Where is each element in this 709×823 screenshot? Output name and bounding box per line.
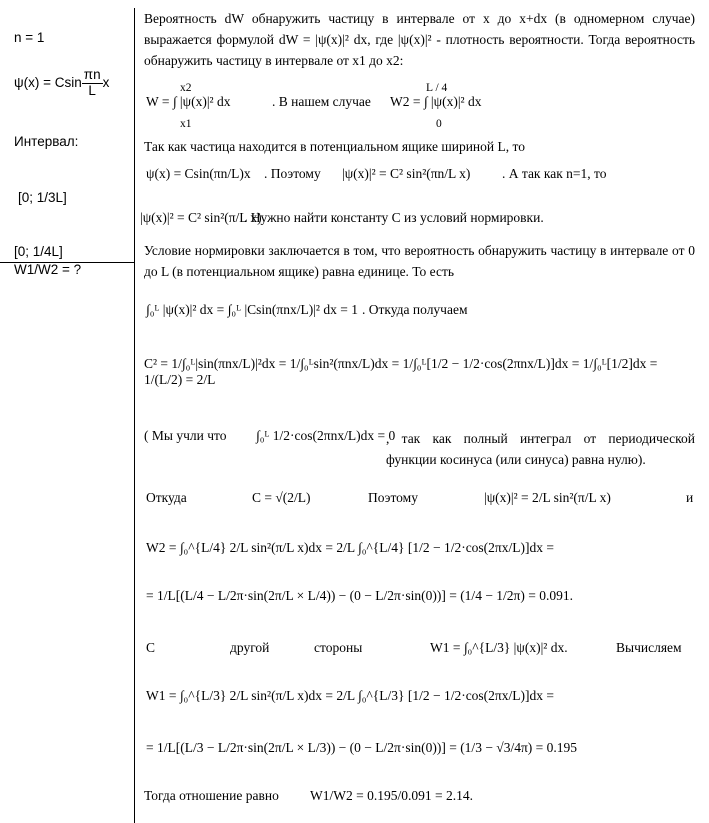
w2-lower: 0 [436, 118, 442, 130]
p1-formula: dW = |ψ(x)|² dx [278, 32, 368, 47]
given-psi-num: πn [83, 67, 101, 82]
given-psi-tail: x [102, 74, 110, 90]
psi-final: |ψ(x)|² = 2/L sin²(π/L x) [484, 490, 611, 505]
p2-psi2: |ψ(x)|² = C² sin²(πn/L x) [342, 166, 471, 181]
find-ratio: W1/W2 = ? [14, 262, 82, 277]
p1-density-formula: |ψ(x)|² [397, 32, 432, 47]
p2-therefore: . Поэтому [264, 166, 321, 181]
therefore2: Поэтому [368, 490, 418, 505]
w-general-upper: x2 [180, 82, 192, 94]
interval-2: [0; 1/4L] [14, 244, 63, 259]
whence: Откуда [146, 490, 187, 505]
w1-result: = 1/L[(L/3 − L/2π·sin(2π/L × L/3)) − (0 − L/2π·sin(0))] = (1/3 − √3/4π) = 0.195 [146, 740, 578, 755]
w-general: W = ∫ |ψ(x)|² dx [146, 94, 231, 109]
and-word: и [686, 490, 694, 505]
p2-psi2-n1: |ψ(x)|² = C² sin²(π/L x) [140, 210, 262, 225]
w2-upper: L / 4 [426, 82, 448, 94]
interval-1: [0; 1/3L] [18, 190, 67, 205]
interval-label: Интервал: [14, 134, 79, 149]
paragraph-probability [144, 8, 695, 71]
w1-calc: W1 = ∫₀^{L/3} 2/L sin²(π/L x)dx = 2/L ∫₀^{L/3} [1/2 − 1/2·cos(2πx/L)]dx = [146, 688, 554, 703]
note-close: , так как полный интеграл от периодической функции косинуса (или синуса) равна нулю). [386, 431, 695, 467]
norm-equation: ∫₀ᴸ |ψ(x)|² dx = ∫₀ᴸ |Csin(πnx/L)|² dx = 1 [146, 302, 358, 317]
w2-calc: W2 = ∫₀^{L/4} 2/L sin²(π/L x)dx = 2/L ∫₀^{L/4} [1/2 − 1/2·cos(2πx/L)]dx = [146, 540, 554, 555]
p2-since: . А так как n=1, то [502, 166, 607, 181]
ratio-text: Тогда отношение равно [144, 788, 279, 803]
compute-word: Вычисляем [616, 640, 682, 655]
p1-where: , где [367, 32, 394, 47]
w-general-formula [146, 94, 230, 110]
p2-psi: ψ(x) = Csin(πn/L)x [146, 166, 251, 181]
note-integral: ∫₀ᴸ 1/2·cos(2πnx/L)dx = 0 [256, 428, 396, 443]
w-ourcase-text: . В нашем случае [272, 94, 371, 109]
ratio-equation: W1/W2 = 0.195/0.091 = 2.14. [310, 788, 473, 803]
given-psi-den: L [88, 82, 96, 98]
p3-normalization: Условие нормировки заключается в том, что вероятность обнаружить частицу в интервале от 0 до L (в потенциальном ящике) равна единице. То есть [144, 243, 695, 279]
given-psi [14, 68, 109, 99]
p1-text: Вероятность dW обнаружить частицу в интервале от x до x+dx (в одномерном случае) выражается формулой [144, 11, 695, 47]
other-word-1: С [146, 640, 156, 655]
column-divider [134, 8, 135, 823]
w2-result: = 1/L[(L/4 − L/2π·sin(2π/L × L/4)) − (0 − L/2π·sin(0))] = (1/4 − 1/2π) = 0.091. [146, 588, 573, 603]
w-general-lower: x1 [180, 118, 192, 130]
p2-find-c: . Нужно найти константу C из условий нормировки. [244, 210, 544, 225]
given-n: n = 1 [14, 30, 45, 45]
note-open: ( Мы учли что [144, 428, 227, 443]
p2-intro: Так как частица находится в потенциальном ящике шириной L, то [144, 139, 525, 154]
w2-integral: W2 = ∫ |ψ(x)|² dx [390, 94, 482, 109]
w1-definition: W1 = ∫₀^{L/3} |ψ(x)|² dx. [430, 640, 568, 655]
norm-tail: . Откуда получаем [362, 302, 468, 317]
other-word-2: другой [230, 640, 270, 655]
c-value: C = √(2/L) [252, 490, 311, 505]
given-psi-lhs: ψ(x) = Csin [14, 74, 82, 90]
p1-density-text: - плотность вероятности. Тогда вероятность обнаружить частицу в интервале от x1 до x2: [144, 32, 695, 68]
c2-equation: C² = 1/∫₀ᴸ|sin(πnx/L)|²dx = 1/∫₀ᴸsin²(πnx/L)dx = 1/∫₀ᴸ[1/2 − 1/2·cos(2πnx/L)]dx = 1/∫₀ᴸ[1/2]dx = 1/(L/2) = 2/L [144, 356, 658, 387]
other-word-3: стороны [314, 640, 363, 655]
